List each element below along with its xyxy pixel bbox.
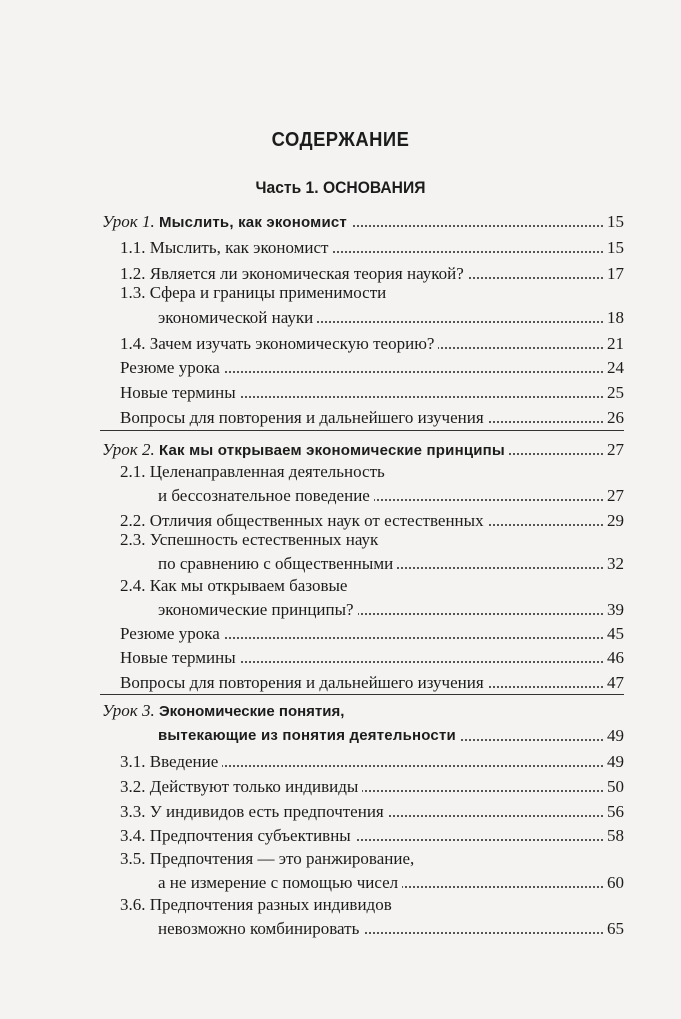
toc-item[interactable] (0, 824, 681, 848)
toc-item-text: Резюме урока (120, 356, 224, 380)
toc-item[interactable] (0, 646, 681, 670)
page-number: 56 (603, 800, 624, 824)
page-number: 25 (603, 381, 624, 405)
toc-item-text: 3.5. Предпочтения — это ранжирование, (120, 849, 415, 868)
toc-item-continuation: по сравнению с общественными (158, 552, 397, 576)
toc-item-text: 3.6. Предпочтения разных индивидов (120, 895, 392, 914)
toc-item[interactable] (0, 332, 681, 356)
page-number: 50 (603, 775, 624, 799)
toc-item[interactable] (0, 306, 681, 330)
toc-item[interactable] (0, 671, 681, 695)
toc-item-text: 1.1. Мыслить, как экономист (120, 236, 332, 260)
page-number: 15 (603, 236, 624, 260)
page-number: 17 (603, 262, 624, 286)
lesson-title: Как мы открываем экономические принципы (158, 442, 505, 459)
part-heading: Часть 1. ОСНОВАНИЯ (255, 178, 426, 197)
toc-item-text: 3.4. Предпочтения субъективны (120, 824, 355, 848)
page-number: 60 (603, 871, 624, 895)
toc-item-text: 1.4. Зачем изучать экономическую теорию? (120, 332, 438, 356)
page-number: 39 (603, 598, 624, 622)
lesson-title: Экономические понятия, (158, 703, 345, 720)
lesson-prefix: Урок 3. (102, 701, 155, 720)
toc-item[interactable] (0, 381, 681, 405)
page-number: 45 (603, 622, 624, 646)
toc-item-text: Вопросы для повторения и дальнейшего изучения (120, 671, 488, 695)
page-number: 65 (603, 917, 624, 941)
toc-item-text: 2.2. Отличия общественных наук от естественных (120, 509, 488, 533)
page-number: 58 (603, 824, 624, 848)
page-title: СОДЕРЖАНИЕ (271, 129, 410, 151)
toc-item-continuation: а не измерение с помощью чисел (158, 871, 402, 895)
page-number: 49 (603, 750, 624, 774)
page-number: 47 (603, 671, 624, 695)
section-divider (100, 694, 624, 695)
toc-item-continuation: экономические принципы? (158, 598, 358, 622)
toc-item-text: 3.3. У индивидов есть предпочтения (120, 800, 388, 824)
toc-item-text: 2.4. Как мы открываем базовые (120, 576, 348, 595)
lesson-3-entry[interactable] (0, 724, 681, 748)
toc-item-continuation: и бессознательное поведение (158, 484, 374, 508)
toc-item[interactable] (0, 775, 681, 799)
toc-item[interactable] (0, 622, 681, 646)
toc-item-text: 2.1. Целенаправленная деятельность (120, 462, 385, 481)
toc-item[interactable] (0, 236, 681, 260)
toc-item-text: Резюме урока (120, 622, 224, 646)
page-number: 18 (603, 306, 624, 330)
page-number: 27 (603, 484, 624, 508)
toc-item-text: 1.3. Сфера и границы применимости (120, 283, 387, 302)
lesson-title-continuation: вытекающие из понятия деятельности (158, 724, 460, 748)
page-number: 32 (603, 552, 624, 576)
page-number: 26 (603, 406, 624, 430)
lesson-2-entry[interactable] (0, 438, 681, 462)
lesson-title: Мыслить, как экономист (158, 214, 347, 231)
toc-item-text: 1.2. Является ли экономическая теория наукой? (120, 262, 468, 286)
toc-item[interactable] (0, 356, 681, 380)
toc-item[interactable] (0, 800, 681, 824)
page-number: 27 (603, 438, 624, 462)
lesson-1-entry[interactable] (0, 210, 681, 234)
toc-item-text: 3.2. Действуют только индивиды (120, 775, 362, 799)
section-divider (100, 430, 624, 431)
toc-item-text: 3.1. Введение (120, 750, 222, 774)
toc-item[interactable] (0, 917, 681, 941)
toc-item[interactable] (0, 598, 681, 622)
page-number: 49 (603, 724, 624, 748)
toc-item[interactable] (0, 750, 681, 774)
page-number: 29 (603, 509, 624, 533)
page-number: 24 (603, 356, 624, 380)
lesson-prefix: Урок 1. (102, 212, 155, 231)
toc-item-continuation: экономической науки (158, 306, 317, 330)
toc-item[interactable] (0, 406, 681, 430)
toc-item-text: Новые термины (120, 381, 240, 405)
toc-item[interactable] (0, 552, 681, 576)
toc-item-continuation: невозможно комбинировать (158, 917, 363, 941)
lesson-prefix: Урок 2. (102, 440, 155, 459)
toc-item-text: Новые термины (120, 646, 240, 670)
page-number: 46 (603, 646, 624, 670)
page-number: 21 (603, 332, 624, 356)
toc-item[interactable] (0, 871, 681, 895)
lesson-3-heading (102, 699, 344, 724)
toc-item-text: 2.3. Успешность естественных наук (120, 530, 379, 549)
page-number: 15 (603, 210, 624, 234)
toc-item-text: Вопросы для повторения и дальнейшего изучения (120, 406, 488, 430)
toc-item[interactable] (0, 484, 681, 508)
